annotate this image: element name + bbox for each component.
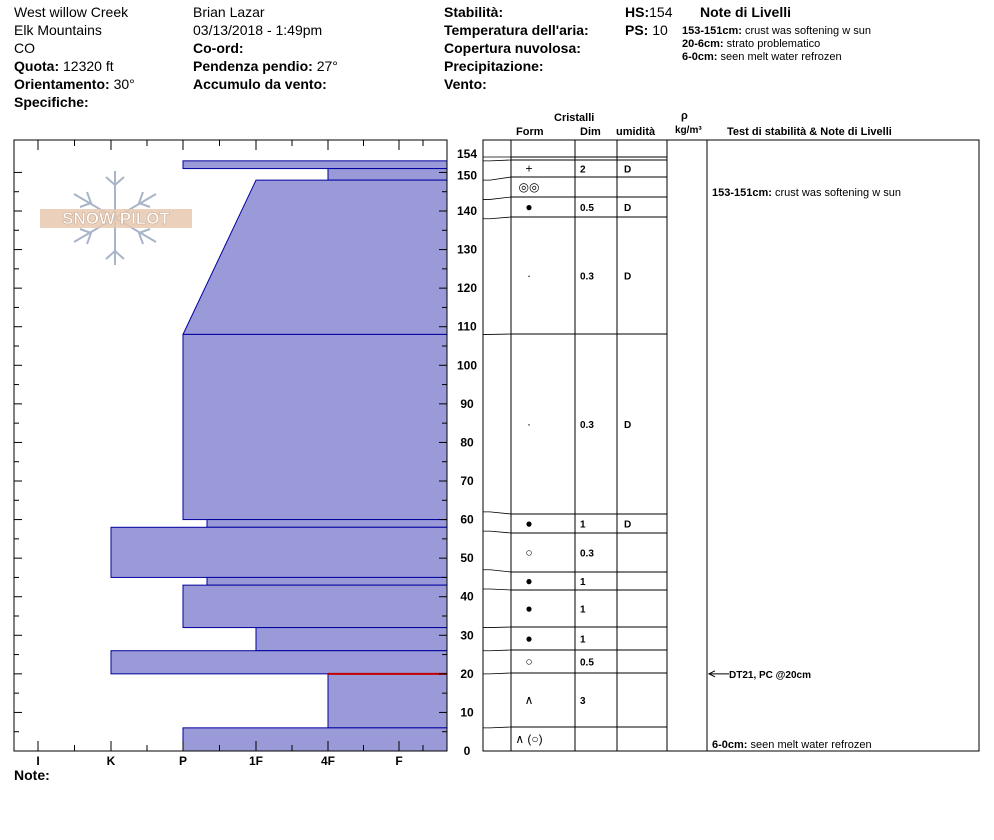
hardness-layer (183, 334, 447, 519)
crystal-size: 1 (580, 519, 586, 531)
height-tick-label: 50 (460, 551, 474, 566)
sky-label: Copertura nuvolosa: (444, 40, 581, 56)
layer-notes-title: Note di Livelli (700, 4, 792, 20)
crystal-form-symbol: ∧ (524, 693, 534, 707)
moisture-value: D (624, 203, 632, 214)
aspect-value: 30° (113, 76, 135, 92)
crystal-size: 1 (580, 604, 586, 616)
aspect-label: Orientamento: (14, 76, 110, 92)
slope-value: 27° (316, 58, 338, 74)
height-tick-label: 40 (460, 589, 474, 604)
ps-value: 10 (652, 22, 668, 38)
table-note-text: crust was softening w sun (775, 187, 901, 199)
air-temp-label: Temperatura dell'aria: (444, 22, 589, 38)
location: West willow Creek (14, 4, 129, 20)
crystal-form-symbol: ● (525, 631, 533, 646)
layer-connector (483, 531, 511, 533)
layer-note-text: seen melt water refrozen (720, 51, 842, 63)
hardness-tick-label: K (106, 754, 116, 768)
layer-connector (483, 650, 511, 651)
wind-label: Vento: (444, 76, 487, 92)
crystal-size: 2 (580, 164, 586, 176)
moisture-header: umidità (616, 126, 656, 138)
height-tick-label: 110 (457, 319, 477, 334)
hardness-layer (328, 169, 447, 181)
hardness-layer (183, 728, 447, 751)
layer-note-range: 20-6cm: (682, 38, 724, 50)
height-tick-label: 80 (460, 435, 474, 450)
height-tick-label: 30 (460, 628, 474, 643)
test-result-text: DT21, PC @20cm (729, 669, 812, 681)
hardness-tick-label: P (178, 754, 188, 768)
crystal-form-symbol: · (527, 268, 531, 283)
hardness-tick-label: I (36, 754, 40, 768)
hardness-layer (183, 180, 447, 334)
hs-value: 154 (649, 4, 673, 20)
form-header: Form (516, 126, 544, 138)
layer-connector (483, 512, 511, 514)
crystal-size: 1 (580, 634, 586, 646)
crystals-header: Cristalli (554, 112, 595, 124)
ps-label: PS: (625, 22, 649, 38)
layer-connector (483, 217, 511, 219)
crystal-form-symbol: · (527, 417, 531, 431)
table-note (712, 187, 901, 199)
height-tick-label: 140 (456, 204, 478, 218)
observer: Brian Lazar (193, 4, 265, 20)
datetime: 03/13/2018 - 1:49pm (193, 22, 323, 38)
layer-connector (483, 589, 511, 590)
mountain-range: Elk Mountains (14, 22, 102, 38)
crystal-form-symbol: + (525, 161, 533, 176)
notes-header: Test di stabilità & Note di Livelli (727, 126, 892, 138)
crystal-size: 3 (580, 696, 586, 707)
crystal-size: 0.3 (580, 548, 594, 560)
hardness-layer (207, 520, 447, 528)
table-note-range: 153-151cm: (712, 187, 775, 199)
crystal-form-symbol: ◎◎ (518, 180, 540, 194)
layer-connector (483, 197, 511, 199)
crystal-size: 0.3 (580, 420, 594, 431)
hardness-layer (111, 651, 447, 674)
wind-loading-label: Accumulo da vento: (193, 76, 327, 92)
moisture-value: D (624, 519, 632, 531)
height-tick-label: 10 (460, 705, 474, 720)
layer-connector (483, 673, 511, 674)
hs-label: HS: (625, 4, 650, 20)
table-frame (483, 140, 979, 751)
height-tick-label: 100 (456, 358, 478, 373)
crystal-form-symbol: ○ (525, 654, 533, 669)
layer-note-text: strato problematico (726, 38, 821, 50)
height-tick-label: 154 (456, 147, 478, 161)
layer-connector (483, 177, 511, 180)
layer-connector (483, 160, 511, 161)
layer-connector (483, 627, 511, 628)
elevation-label: Quota: (14, 58, 60, 74)
crystal-form-symbol: ● (525, 601, 533, 616)
precip-label: Precipitazione: (444, 58, 544, 74)
hardness-layer (111, 527, 447, 577)
logo-text: SNOW PILOT (62, 209, 170, 228)
layer-connector (483, 727, 511, 728)
moisture-value: D (624, 271, 632, 283)
crystal-form-symbol: ● (525, 574, 533, 588)
height-tick-label: 120 (456, 281, 478, 296)
layer-note-text: crust was softening w sun (745, 25, 871, 37)
slope-label: Pendenza pendio: (193, 58, 313, 74)
dim-header: Dim (580, 126, 601, 138)
hardness-layer (183, 585, 447, 627)
state: CO (14, 40, 35, 56)
hardness-layer (256, 628, 447, 651)
crystal-form-symbol: ● (525, 200, 533, 214)
table-note (712, 739, 872, 751)
crystal-size: 0.3 (580, 271, 594, 283)
crystal-size: 0.5 (580, 203, 594, 214)
hardness-tick-label: 1F (248, 754, 264, 768)
height-tick-label: 70 (460, 474, 474, 488)
stability-label: Stabilità: (444, 4, 504, 20)
height-tick-label: 90 (460, 396, 474, 411)
coord-label: Co-ord: (193, 40, 244, 56)
hardness-tick-label: 4F (320, 754, 336, 768)
density-symbol: ρ (681, 110, 688, 122)
layer-note-range: 153-151cm: (682, 25, 742, 37)
height-tick-label: 130 (456, 242, 478, 257)
specifics-label: Specifiche: (14, 94, 89, 110)
height-tick-label: 20 (460, 666, 474, 681)
height-tick-label: 60 (460, 512, 474, 527)
moisture-value: D (624, 164, 632, 176)
table-note-range: 6-0cm: (712, 739, 751, 751)
hardness-tick-label: F (395, 754, 403, 768)
hardness-layer (183, 161, 447, 169)
crystal-form-symbol: ● (525, 516, 533, 531)
hardness-layer (328, 674, 447, 728)
height-tick-label: 0 (463, 744, 471, 758)
note-label: Note: (14, 767, 50, 783)
crystal-size: 1 (580, 577, 586, 588)
crystal-form-symbol: ∧ (○) (515, 732, 543, 746)
density-unit: kg/m³ (675, 125, 702, 136)
hardness-layer (207, 577, 447, 585)
layer-note-range: 6-0cm: (682, 51, 718, 63)
crystal-form-symbol: ○ (525, 545, 533, 560)
crystal-size: 0.5 (580, 657, 594, 669)
layer-connector (483, 570, 511, 572)
moisture-value: D (624, 420, 632, 431)
table-note-text: seen melt water refrozen (750, 739, 872, 751)
height-tick-label: 150 (456, 168, 478, 183)
elevation-value: 12320 ft (63, 58, 114, 74)
